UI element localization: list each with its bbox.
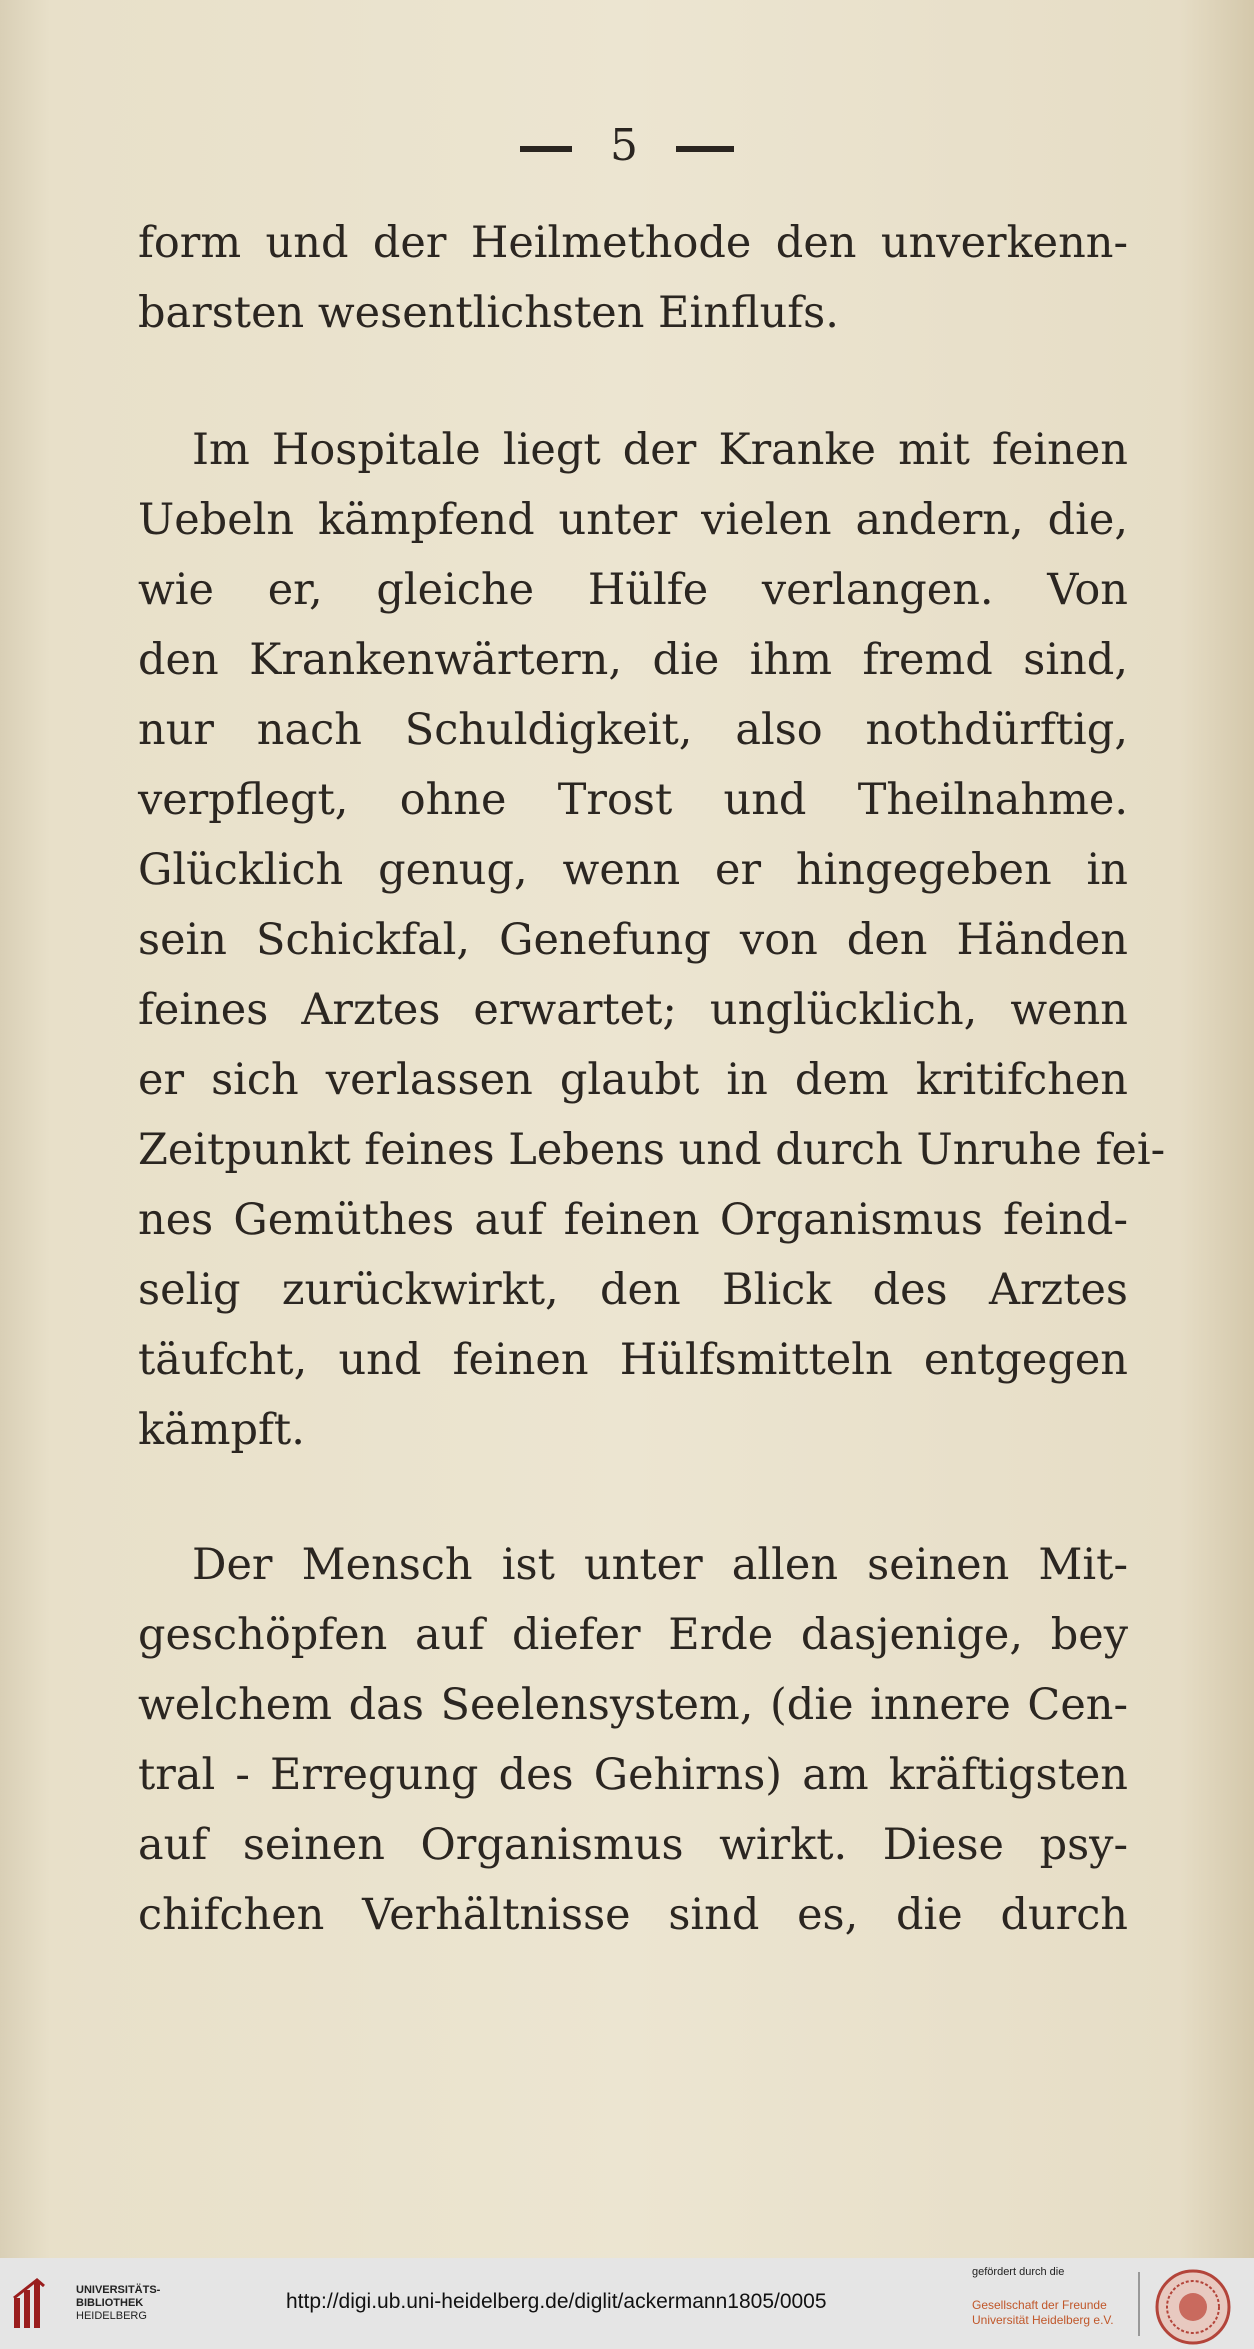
library-name-line1: UNIVERSITÄTS- bbox=[76, 2284, 161, 2296]
text-line: verpflegt, ohne Trost und Theilnahme. bbox=[138, 775, 1128, 825]
text-line: wie er, gleiche Hülfe verlangen. Von bbox=[138, 565, 1128, 615]
text-line: feines Arztes erwartet; unglücklich, wenn bbox=[138, 985, 1128, 1035]
text-line: nur nach Schuldigkeit, also nothdürftig, bbox=[138, 705, 1128, 755]
text-line: welchem das Seelensystem, (die innere Cen- bbox=[138, 1680, 1128, 1730]
text-line: barsten wesentlichsten Einflufs. bbox=[138, 288, 839, 338]
library-logo-icon bbox=[10, 2276, 66, 2332]
text-line: form und der Heilmethode den unverkenn- bbox=[138, 218, 1128, 268]
footer-divider bbox=[1138, 2272, 1140, 2336]
text-line: Zeitpunkt feines Lebens und durch Unruhe fei- bbox=[138, 1125, 1166, 1175]
text-line: tral - Erregung des Gehirns) am kräftigsten bbox=[138, 1750, 1128, 1800]
society-name-line1: Gesellschaft der Freunde bbox=[972, 2298, 1107, 2312]
text-line: geschöpfen auf diefer Erde dasjenige, bey bbox=[138, 1610, 1128, 1660]
society-name-line2: Universität Heidelberg e.V. bbox=[972, 2313, 1114, 2327]
text-line: nes Gemüthes auf feinen Organismus feind- bbox=[138, 1195, 1128, 1245]
header-dash-right bbox=[676, 146, 734, 152]
header-dash-left bbox=[520, 146, 572, 152]
text-line: Glücklich genug, wenn er hingegeben in bbox=[138, 845, 1128, 895]
university-seal-icon bbox=[1154, 2268, 1232, 2346]
text-line: sein Schickfal, Genefung von den Händen bbox=[138, 915, 1128, 965]
text-line: den Krankenwärtern, die ihm fremd sind, bbox=[138, 635, 1128, 685]
library-name-line2: BIBLIOTHEK bbox=[76, 2297, 144, 2309]
text-line: täufcht, und feinen Hülfsmitteln entgegen bbox=[138, 1335, 1128, 1385]
text-line: Im Hospitale liegt der Kranke mit feinen bbox=[192, 425, 1128, 475]
society-name bbox=[972, 2298, 1114, 2328]
page-number: 5 bbox=[610, 120, 638, 171]
text-line: selig zurückwirkt, den Blick des Arztes bbox=[138, 1265, 1128, 1315]
page-header bbox=[0, 118, 1254, 174]
text-line: Der Mensch ist unter allen seinen Mit- bbox=[192, 1540, 1128, 1590]
text-line: chifchen Verhältnisse sind es, die durch bbox=[138, 1890, 1128, 1940]
text-line: kämpft. bbox=[138, 1405, 305, 1455]
library-name bbox=[76, 2284, 160, 2323]
text-line: Uebeln kämpfend unter vielen andern, die, bbox=[138, 495, 1128, 545]
text-line: er sich verlassen glaubt in dem kritifchen bbox=[138, 1055, 1128, 1105]
funded-by-label: gefördert durch die bbox=[972, 2266, 1065, 2278]
text-line: auf seinen Organismus wirkt. Diese psy- bbox=[138, 1820, 1128, 1870]
footer-bar bbox=[0, 2258, 1254, 2349]
source-url-link[interactable]: http://digi.ub.uni-heidelberg.de/diglit/ackermann1805/0005 bbox=[286, 2290, 827, 2313]
library-name-line3: HEIDELBERG bbox=[76, 2310, 147, 2322]
